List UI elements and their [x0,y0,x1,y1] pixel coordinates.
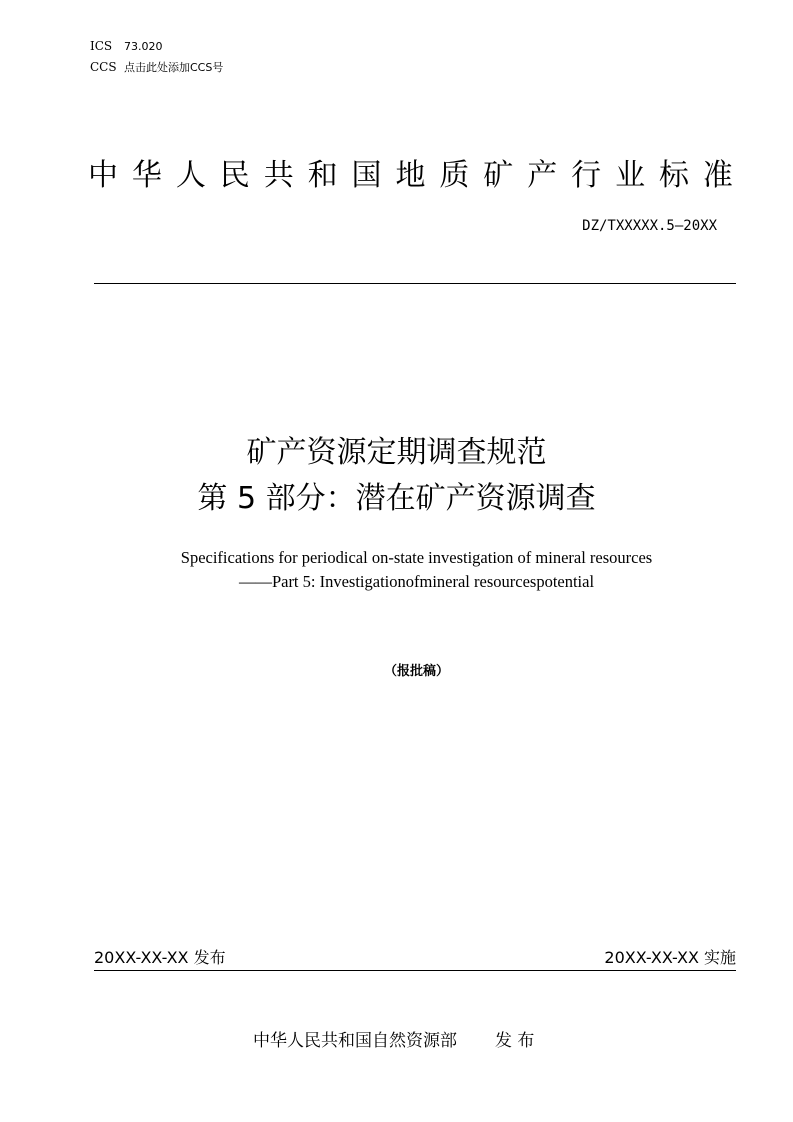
title-char: 产 [527,158,558,193]
title-char: 国 [351,158,382,193]
ics-row [90,39,163,54]
ccs-label: CCS [90,60,117,74]
issuer-action: 发 布 [495,1031,535,1051]
header-divider [94,283,736,284]
ccs-row [90,60,223,75]
title-char: 矿 [483,158,514,193]
title-char: 中 [88,158,118,193]
cn-title-line1: 矿产资源定期调查规范 [246,435,547,470]
standard-category-title [88,150,733,194]
title-char: 质 [439,158,470,193]
cn-title-line2: 第 5 部分：潜在矿产资源调查 [197,481,596,516]
title-char: 标 [658,158,689,193]
publish-date: 20XX-XX-XX 发布 [94,948,226,967]
ics-label: ICS [90,39,113,53]
title-char: 共 [263,158,294,193]
title-char: 准 [702,158,733,193]
footer-divider [94,970,736,971]
issuer-name: 中华人民共和国自然资源部 [253,1031,457,1051]
issuer-line [253,1026,534,1051]
ccs-value[interactable]: 点击此处添加CCS号 [124,61,224,74]
ics-value: 73.020 [124,40,163,53]
title-char: 业 [615,158,646,193]
title-char: 和 [307,158,338,193]
title-char: 人 [175,158,206,193]
implement-date: 20XX-XX-XX 实施 [604,948,736,967]
en-title-line2: ——Part 5: Investigationofmineral resourcespotential [238,572,595,591]
en-title-line1: Specifications for periodical on-state investigation of mineral resources [180,548,653,567]
title-char: 华 [131,158,162,193]
title-char: 地 [395,158,426,193]
standard-number: DZ/TXXXXX.5—20XX [582,218,717,234]
title-char: 行 [571,158,602,193]
draft-stage: （报批稿） [383,664,449,679]
title-char: 民 [219,158,250,193]
